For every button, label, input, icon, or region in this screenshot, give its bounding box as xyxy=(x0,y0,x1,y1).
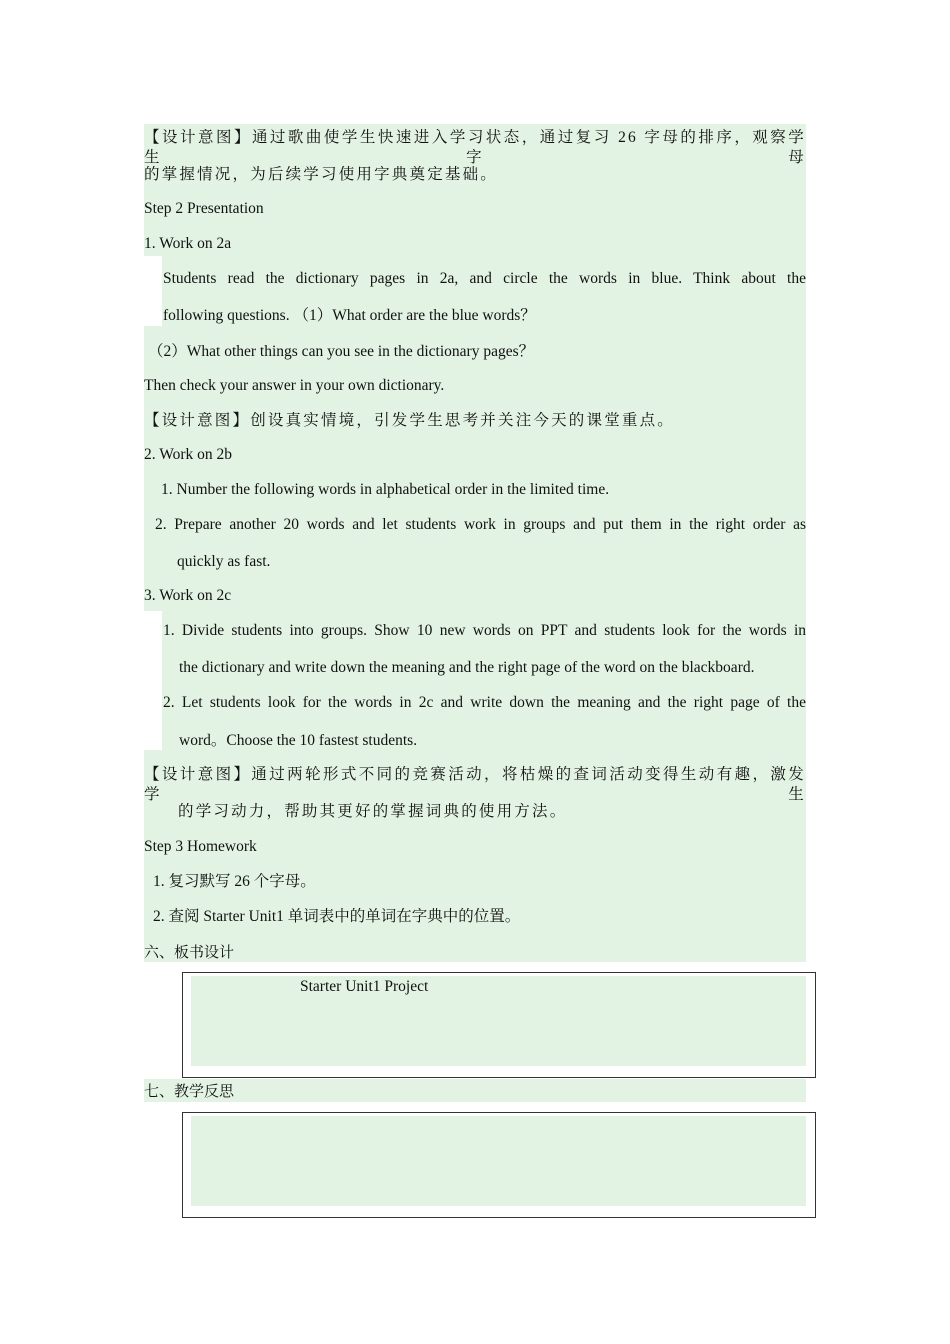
board-design-title: Starter Unit1 Project xyxy=(300,978,429,995)
work-on-2c-item-2-line-1: 2. Let students look for the words in 2c and write down the meaning and the right page of the xyxy=(163,694,806,711)
work-on-2c-item-1-line-2: the dictionary and write down the meaning and the right page of the word on the blackboard. xyxy=(179,659,755,676)
work-on-2c-item-2-line-2: word。Choose the 10 fastest students. xyxy=(179,732,418,749)
highlight-band-reflection xyxy=(144,1079,806,1102)
work-on-2b-item-2-line-1: 2. Prepare another 20 words and let students work in groups and put them in the right order as xyxy=(155,516,806,533)
work-on-2b-heading: 2. Work on 2b xyxy=(144,446,233,463)
step-2-heading: Step 2 Presentation xyxy=(144,200,264,217)
indent-gap xyxy=(144,256,162,326)
step-3-heading: Step 3 Homework xyxy=(144,838,257,855)
design-intent-2: 【设计意图】创设真实情境，引发学生思考并关注今天的课堂重点。 xyxy=(144,412,676,429)
homework-item-2: 2. 查阅 Starter Unit1 单词表中的单词在字典中的位置。 xyxy=(153,908,521,925)
work-on-2c-item-1-line-1: 1. Divide students into groups. Show 10 new words on PPT and students look for the words in xyxy=(163,622,806,639)
board-design-heading: 六、板书设计 xyxy=(144,943,235,961)
indent-gap-2c xyxy=(144,611,162,750)
design-intent-1-line-1: 【设计意图】通过歌曲使学生快速进入学习状态，通过复习 26 字母的排序，观察学生字母 xyxy=(144,129,806,166)
teaching-reflection-box-fill xyxy=(191,1116,806,1206)
board-design-box-fill xyxy=(191,976,806,1066)
check-answer-line: Then check your answer in your own dictionary. xyxy=(144,377,445,394)
work-on-2c-heading: 3. Work on 2c xyxy=(144,587,232,604)
work-on-2b-item-2-line-2: quickly as fast. xyxy=(177,553,271,570)
work-on-2a-paragraph-line-1: Students read the dictionary pages in 2a, and circle the words in blue. Think about the xyxy=(163,270,806,287)
teaching-reflection-heading: 七、教学反思 xyxy=(144,1082,235,1100)
work-on-2a-paragraph-line-2: following questions. （1）What order are the blue words？ xyxy=(163,307,536,324)
work-on-2b-item-1: 1. Number the following words in alphabetical order in the limited time. xyxy=(161,481,610,498)
design-intent-3-line-2: 的学习动力，帮助其更好的掌握词典的使用方法。 xyxy=(178,803,568,820)
work-on-2a-heading: 1. Work on 2a xyxy=(144,235,232,252)
design-intent-3-line-1: 【设计意图】通过两轮形式不同的竞赛活动，将枯燥的查词活动变得生动有趣，激发学生 xyxy=(144,766,806,803)
homework-item-1: 1. 复习默写 26 个字母。 xyxy=(153,873,316,890)
design-intent-1-line-2: 的掌握情况，为后续学习使用字典奠定基础。 xyxy=(144,166,499,183)
work-on-2a-question-2: （2）What other things can you see in the dictionary pages？ xyxy=(148,343,535,360)
